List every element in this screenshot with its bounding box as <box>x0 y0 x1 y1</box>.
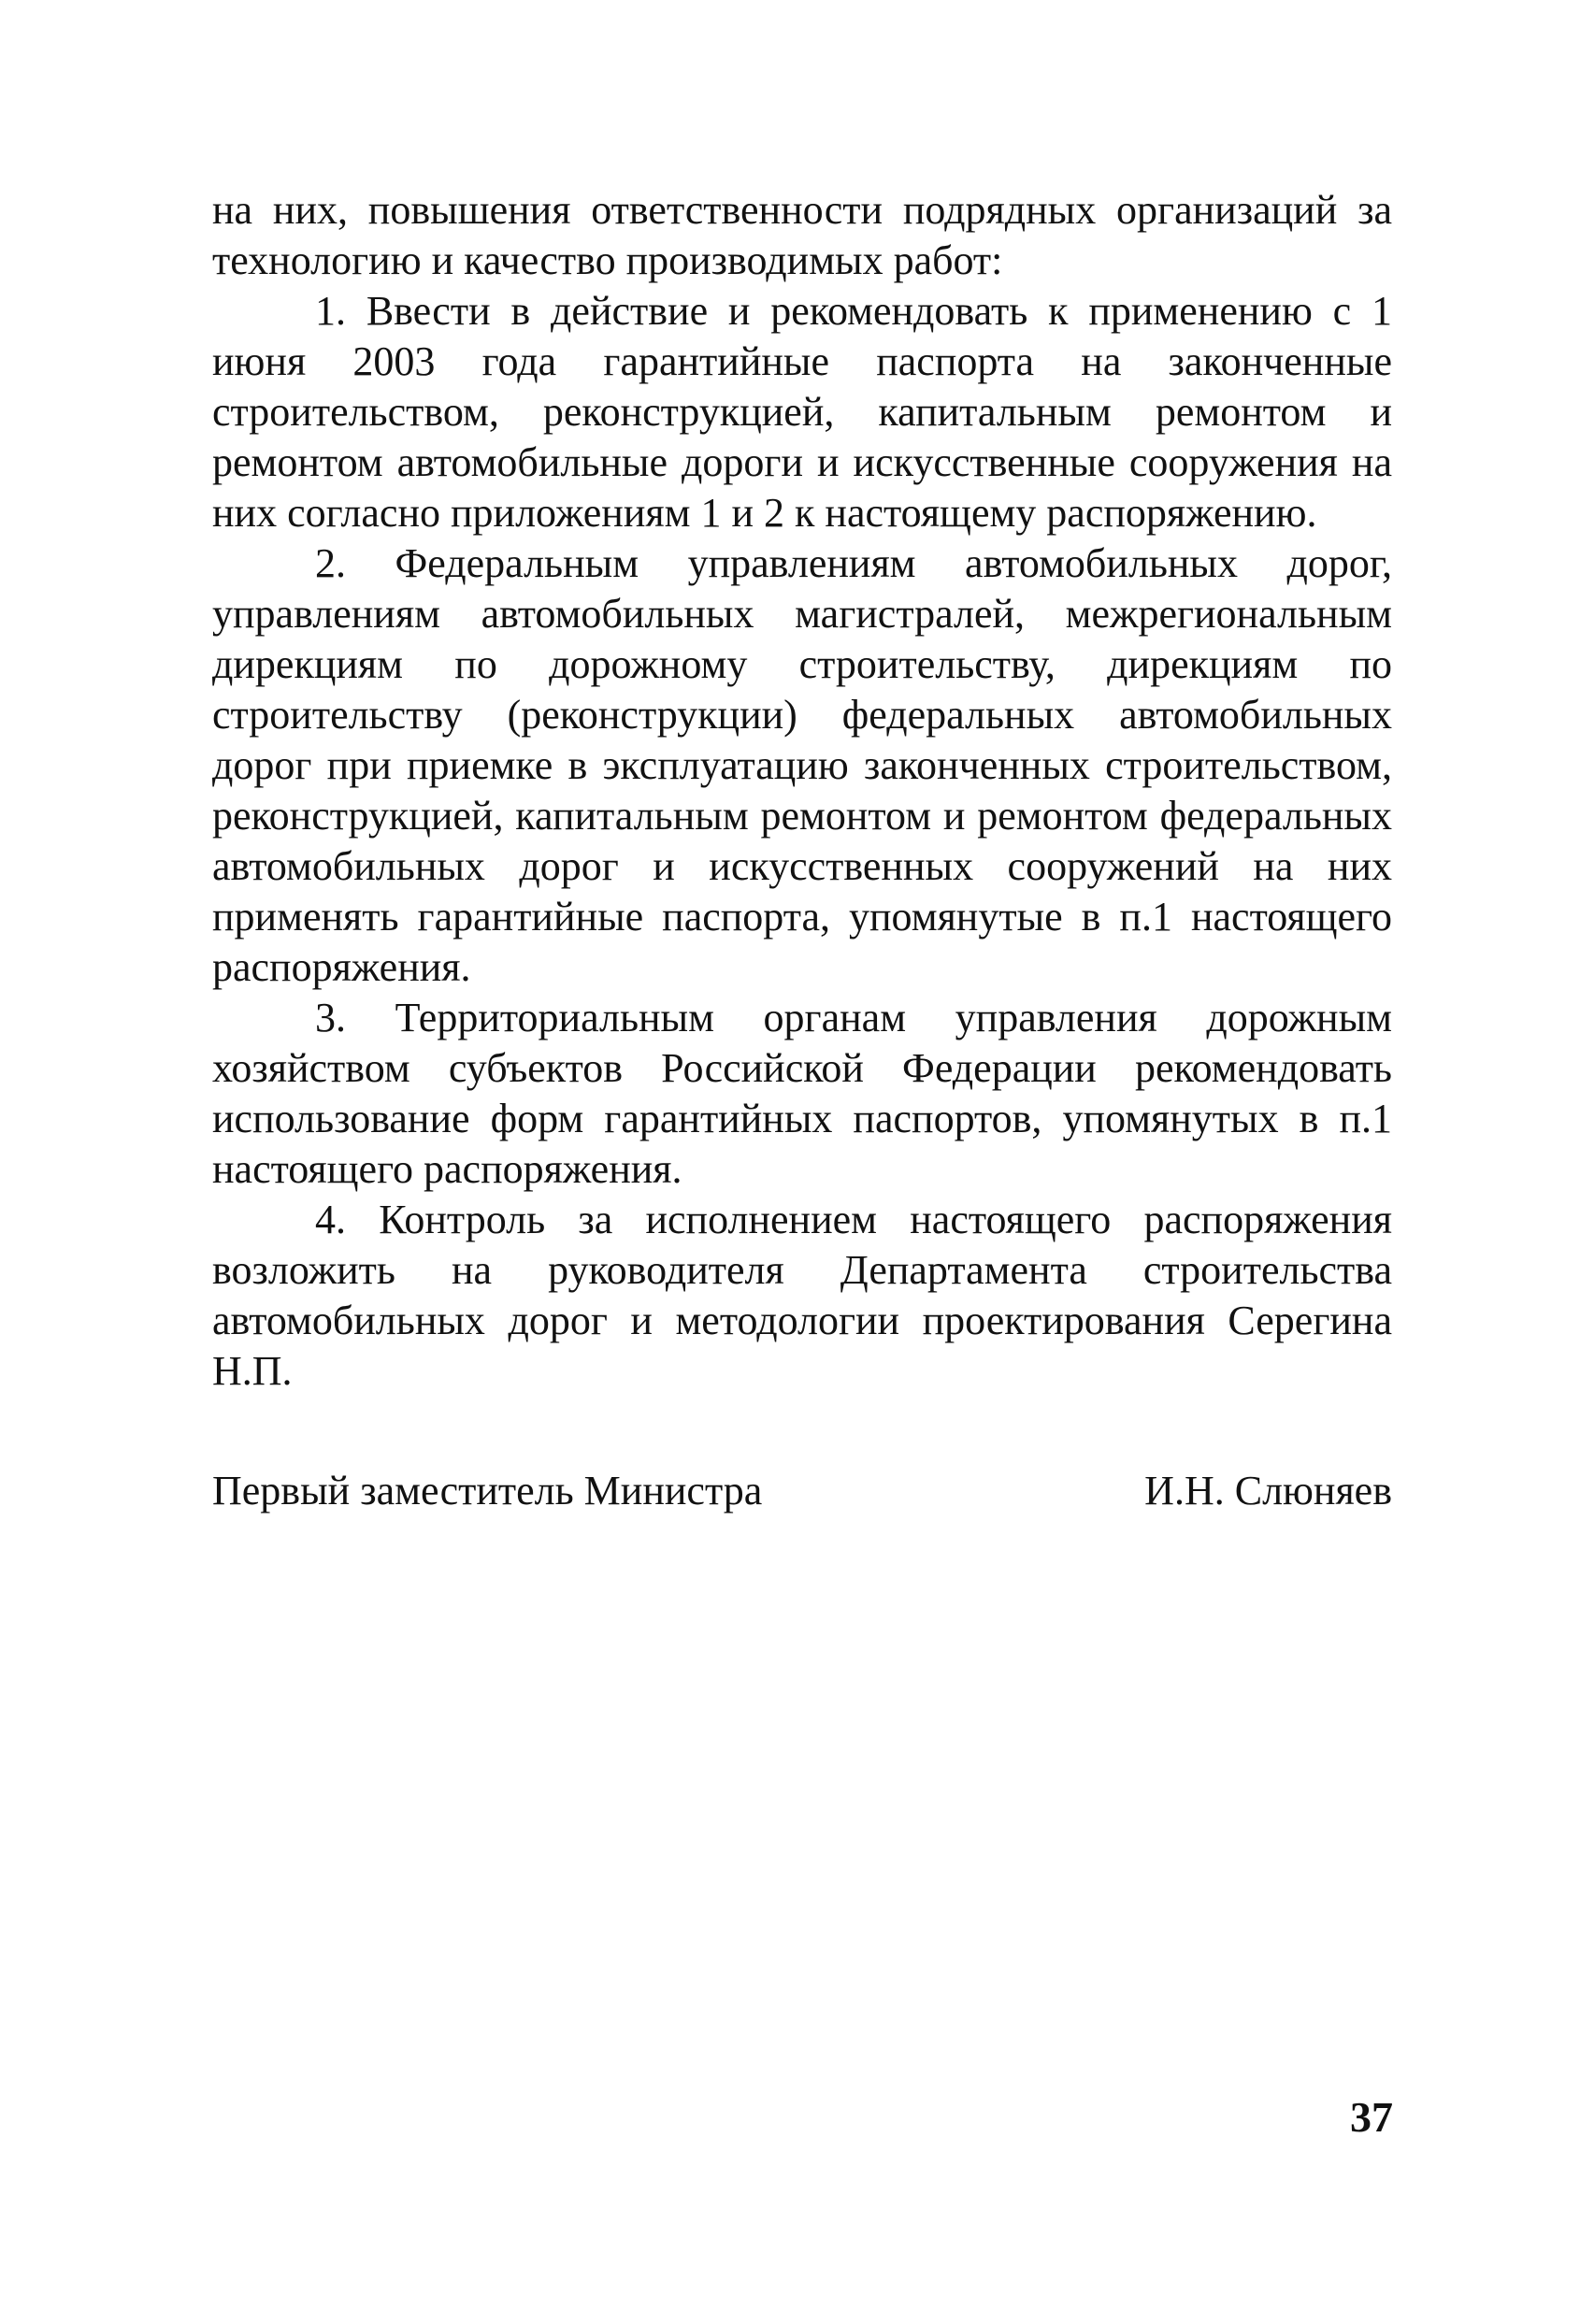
signatory-title: Первый заместитель Министра <box>212 1468 763 1513</box>
paragraph-item-4: 4. Контроль за исполнением настоящего распоряжения возложить на руководителя Департамента строительства автомобильных дорог и методологии проектирования Серегина Н.П. <box>212 1197 1392 1394</box>
paragraph-item-1: 1. Ввести в действие и рекомендовать к применению с 1 июня 2003 года гарантийные паспорта на законченные строительством, реконструкцией, капитальным ремонтом и ремонтом автомобильные дороги и искусственные сооружения на них согласно приложениям 1 и 2 к настоящему распоряжению. <box>212 288 1392 536</box>
signatory-name: И.Н. Слюняев <box>1144 1468 1392 1513</box>
paragraph-item-3: 3. Территориальным органам управления дорожным хозяйством субъектов Российской Федерации рекомендовать использование форм гарантийных паспортов, упомянутых в п.1 настоящего распоряжения. <box>212 995 1392 1192</box>
document-body <box>212 185 1392 1397</box>
paragraph-item-2: 2. Федеральным управлениям автомобильных дорог, управлениям автомобильных магистралей, межрегиональным дирекциям по дорожному строительству, дирекциям по строительству (реконструкции) федеральных автомобильных дорог при приемке в эксплуатацию законченных строительством, реконструкцией, капитальным ремонтом и ремонтом федеральных автомобильных дорог и искусственных сооружений на них применять гарантийные паспорта, упомянутые в п.1 настоящего распоряжения. <box>212 540 1392 990</box>
paragraph-intro: на них, повышения ответственности подрядных организаций за технологию и качество производимых работ: <box>212 187 1392 283</box>
page-number: 37 <box>1350 2093 1393 2141</box>
